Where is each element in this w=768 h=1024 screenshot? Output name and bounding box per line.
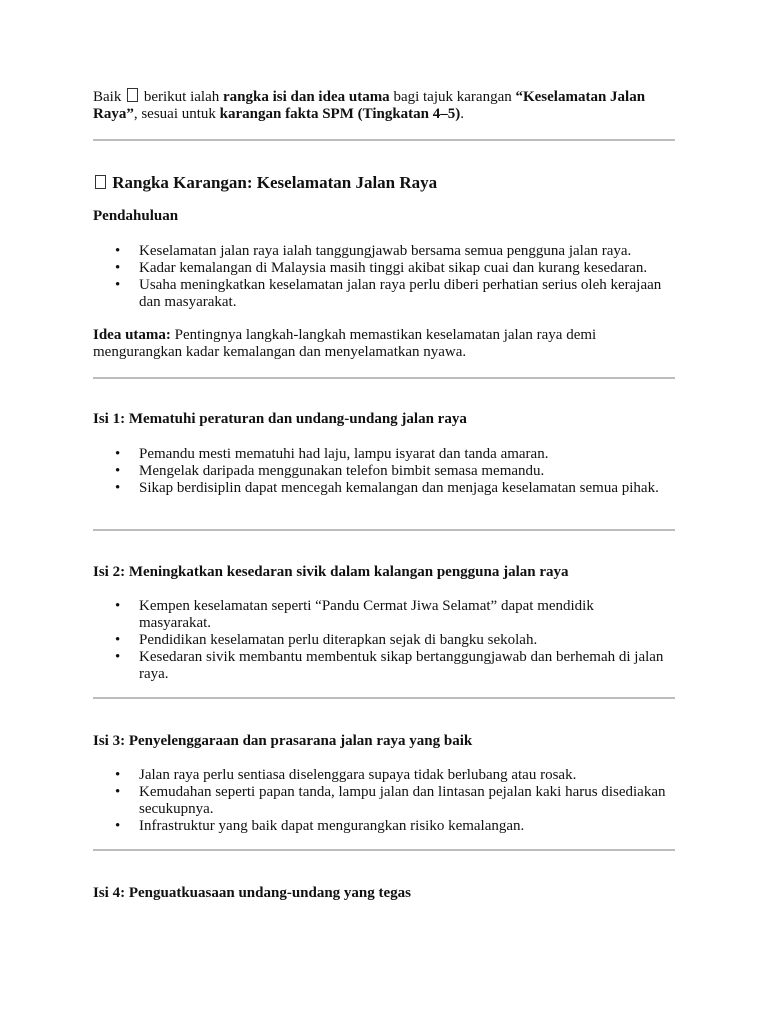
list-item: • Usaha meningkatkan keselamatan jalan raya perlu diberi perhatian serius oleh kerajaan dan masyarakat.: [115, 277, 662, 310]
pendahuluan-heading: Pendahuluan: [93, 208, 179, 224]
isi1-list: [93, 446, 668, 497]
list-item: • Kemudahan seperti papan tanda, lampu jalan dan lintasan pejalan kaki harus disediakan secukupnya.: [115, 784, 666, 817]
list-item: • Jalan raya perlu sentiasa diselenggara supaya tidak berlubang atau rosak.: [115, 767, 577, 783]
list-item: • Kadar kemalangan di Malaysia masih tinggi akibat sikap cuai dan kurang kesedaran.: [115, 260, 648, 276]
list-item: • Kempen keselamatan seperti “Pandu Cermat Jiwa Selamat” dapat mendidik masyarakat.: [115, 598, 594, 631]
list-item: • Sikap berdisiplin dapat mencegah kemalangan dan menjaga keselamatan semua pihak.: [115, 480, 659, 496]
isi4-heading: Isi 4: Penguatkuasaan undang-undang yang tegas: [93, 885, 412, 901]
list-item: • Mengelak daripada menggunakan telefon bimbit semasa memandu.: [115, 463, 545, 479]
intro-paragraph: Baik berikut ialah rangka isi dan idea utama bagi tajuk karangan “Keselamatan Jalan Raya”, sesuai untuk karangan fakta SPM (Tingkatan 4–5).: [93, 89, 646, 122]
page-title: Rangka Karangan: Keselamatan Jalan Raya: [93, 173, 437, 193]
divider: [93, 849, 675, 851]
list-item: • Pendidikan keselamatan perlu diterapkan sejak di bangku sekolah.: [115, 632, 538, 648]
isi1-heading: Isi 1: Mematuhi peraturan dan undang-undang jalan raya: [93, 411, 467, 427]
list-item: • Pemandu mesti mematuhi had laju, lampu isyarat dan tanda amaran.: [115, 446, 549, 462]
list-item: • Infrastruktur yang baik dapat mengurangkan risiko kemalangan.: [115, 818, 525, 834]
divider: [93, 529, 675, 531]
isi2-list: [93, 598, 668, 683]
pendahuluan-list: [93, 243, 668, 311]
divider: [93, 139, 675, 141]
isi3-list: [93, 767, 668, 835]
divider: [93, 697, 675, 699]
missing-glyph-icon: [127, 88, 138, 102]
list-item: • Keselamatan jalan raya ialah tanggungjawab bersama semua pengguna jalan raya.: [115, 243, 632, 259]
isi2-heading: Isi 2: Meningkatkan kesedaran sivik dalam kalangan pengguna jalan raya: [93, 564, 569, 580]
missing-glyph-icon: [95, 175, 106, 189]
list-item: • Kesedaran sivik membantu membentuk sikap bertanggungjawab dan berhemah di jalan raya.: [115, 649, 664, 682]
divider: [93, 377, 675, 379]
idea-utama-paragraph: Idea utama: Pentingnya langkah-langkah memastikan keselamatan jalan raya demi mengurangkan kadar kemalangan dan menyelamatkan nyawa.: [93, 327, 597, 360]
isi3-heading: Isi 3: Penyelenggaraan dan prasarana jalan raya yang baik: [93, 733, 473, 749]
